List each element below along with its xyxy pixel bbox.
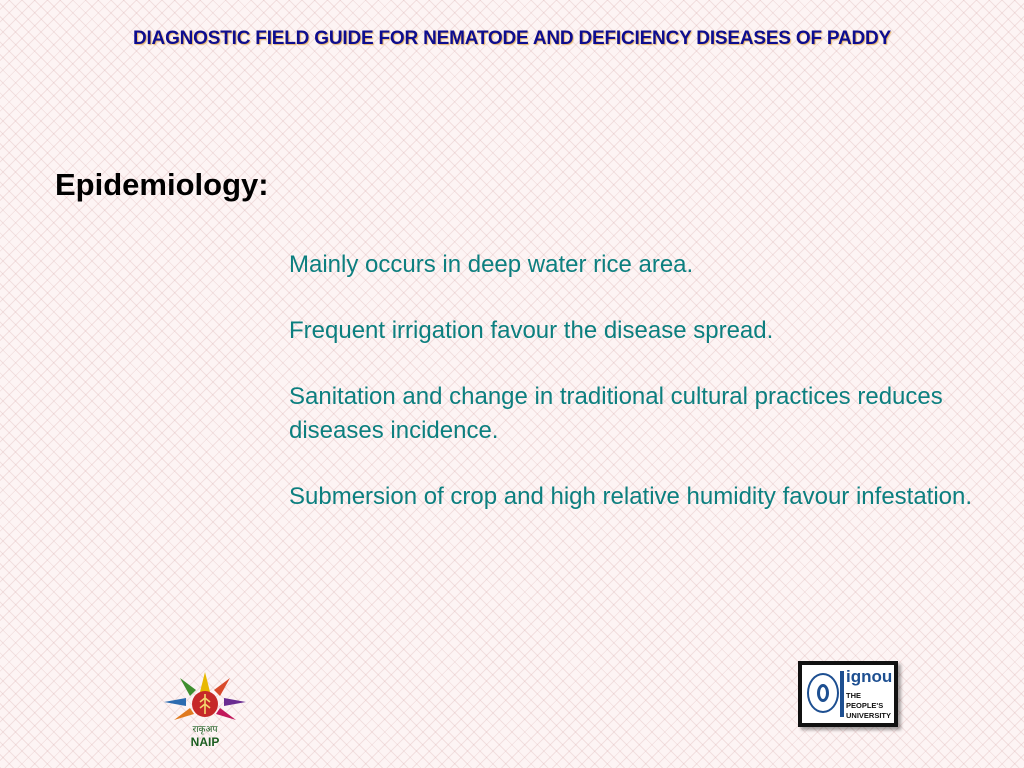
bullet-list <box>289 248 979 546</box>
logo-petal <box>214 678 230 696</box>
list-item: Frequent irrigation favour the disease spread. <box>289 317 774 344</box>
naip-script-text: राकृअप <box>192 725 218 735</box>
logo-petal <box>224 698 246 706</box>
slide-header-title: DIAGNOSTIC FIELD GUIDE FOR NEMATODE AND DEFICIENCY DISEASES OF PADDY <box>132 28 892 49</box>
section-heading: Epidemiology: <box>55 167 269 202</box>
logo-petal <box>200 672 210 692</box>
list-item: Mainly occurs in deep water rice area. <box>289 251 694 278</box>
list-item: Submersion of crop and high relative humidity favour infestation. <box>289 483 973 510</box>
logo-petal <box>164 698 186 706</box>
ignou-divider <box>840 671 844 717</box>
ignou-emblem-icon <box>807 673 839 713</box>
ignou-tagline-line-2: UNIVERSITY <box>846 711 892 720</box>
ignou-tagline <box>846 691 898 721</box>
ignou-name: ignou <box>846 667 893 686</box>
list-item: Sanitation and change in traditional cultural practices reduces diseases incidence. <box>289 383 943 444</box>
ignou-tagline-line-1: THE PEOPLE'S <box>846 691 884 710</box>
ignou-logo <box>798 661 898 727</box>
naip-label: NAIP <box>190 735 220 749</box>
logo-petal <box>180 678 196 696</box>
naip-logo <box>160 670 250 750</box>
logo-petal <box>216 708 236 720</box>
logo-petal <box>174 708 194 720</box>
